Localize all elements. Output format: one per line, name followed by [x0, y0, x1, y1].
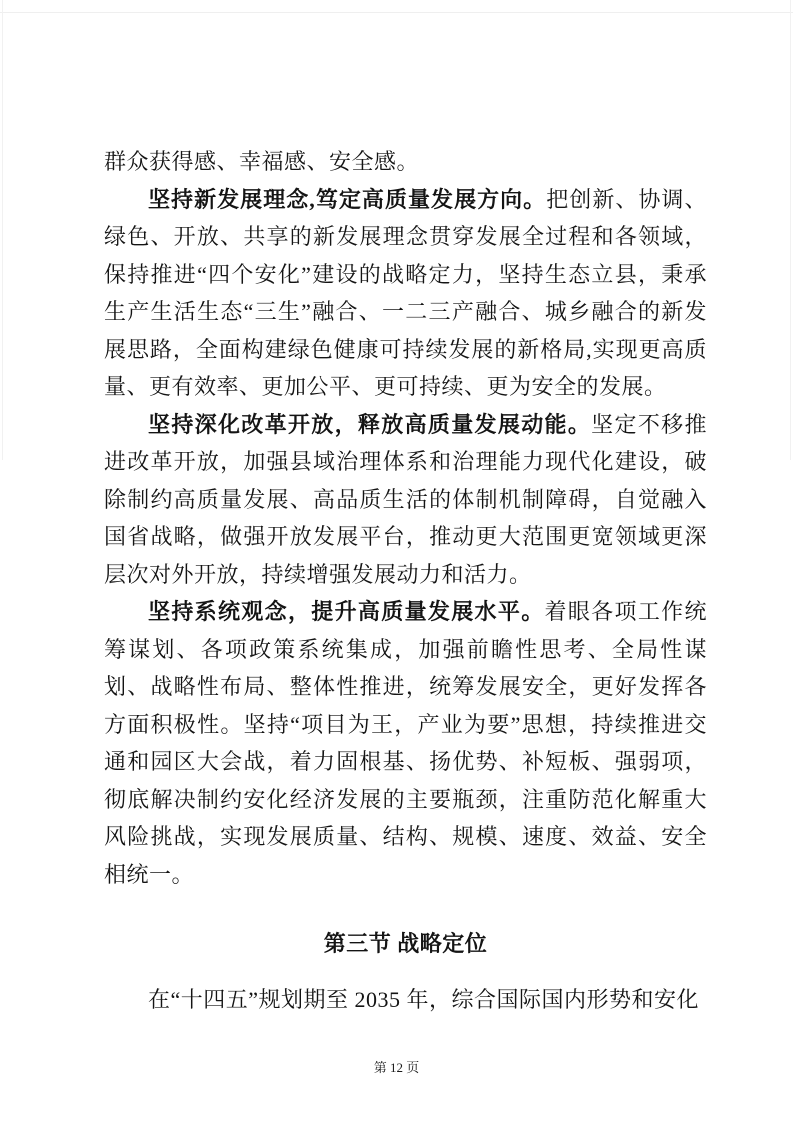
section-heading-strategic-positioning: 第三节 战略定位 [323, 931, 488, 956]
paragraph-bold-lead: 坚持深化改革开放，释放高质量发展动能。 [148, 411, 592, 437]
paragraph-continuation: 群众获得感、幸福感、安全感。 [104, 149, 420, 174]
paragraph-body-text: 着眼各项工作统筹谋划、各项政策系统集成，加强前瞻性思考、全局性谋划、战略性布局、整体性推进，统筹发展安全，更好发挥各方面积极性。坚持“项目为王，产业为要”思想，持续推进交通和园区大会战，着力固根基、扬优势、补短板、强弱项，彻底解决制约安化经济发展的主要瓶颈，注重防范化解重大风险挑战，实现发展质量、结构、规模、速度、效益、安全相统一。 [104, 599, 707, 887]
paragraph-bold-lead: 坚持系统观念，提升高质量发展水平。 [148, 599, 545, 624]
page-edge-line-left [2, 0, 3, 460]
paragraph-body-text: 把创新、协调、绿色、开放、共享的新发展理念贯穿发展全过程和各领域，保持推进“四个安化”建设的战略定力，坚持生态立县，秉承生产生活生态“三生”融合、一二三产融合、城乡融合的新发展思路，全面构建绿色健康可持续发展的新格局,实现更高质量、更有效率、更加公平、更可持续、更为安全的发展。 [104, 186, 707, 399]
document-body [104, 143, 707, 1018]
page-number: 第 12 页 [373, 1060, 420, 1075]
paragraph-bold-lead: 坚持新发展理念,笃定高质量发展方向。 [148, 186, 547, 212]
page-edge-line-right [790, 0, 791, 460]
paragraph-deepen-reform [104, 406, 707, 594]
paragraph-after-heading: 在“十四五”规划期至 2035 年，综合国际国内形势和安化 [148, 986, 700, 1012]
paragraph-new-development-concept [104, 181, 707, 406]
paragraph-body-text: 坚定不移推进改革开放，加强县域治理体系和治理能力现代化建设，破除制约高质量发展、高品质生活的体制机制障碍，自觉融入国省战略，做强开放发展平台，推动更大范围更宽领域更深层次对外开放，持续增强发展动力和活力。 [104, 411, 707, 587]
paragraph-system-concept [104, 593, 707, 893]
page-edge-line-top [0, 12, 793, 13]
